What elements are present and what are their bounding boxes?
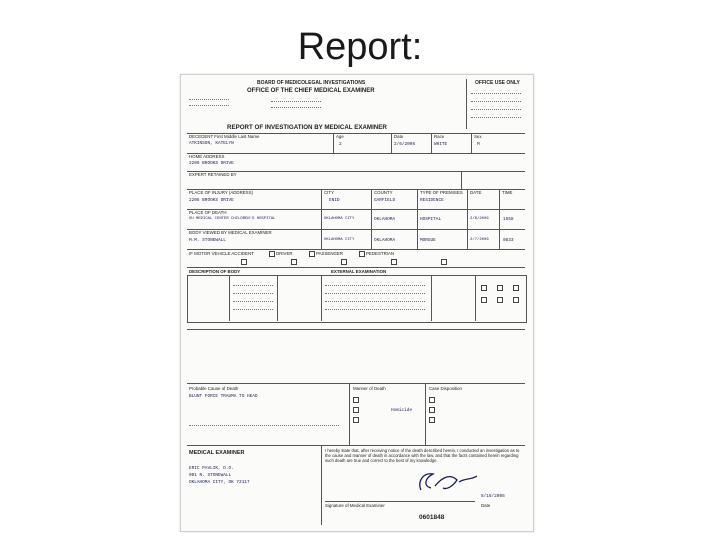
board-heading: BOARD OF MEDICOLEGAL INVESTIGATIONS (257, 80, 366, 86)
probable-cause-value: BLUNT FORCE TRAUMA TO HEAD (189, 394, 258, 399)
description-label: DESCRIPTION OF BODY (189, 269, 241, 274)
manner-checkbox-1[interactable] (353, 397, 359, 403)
pedestrian-label: PEDESTRIAN (366, 251, 395, 256)
report-document (180, 74, 534, 532)
injury-premises-value: RESIDENCE (420, 198, 444, 203)
sex-label: Sex (474, 134, 482, 139)
body-grid-checkbox-6[interactable] (513, 297, 519, 303)
death-place-value: OU MEDICAL CENTER CHILDREN'S HOSPITAL (189, 217, 276, 221)
signature-line-label: Signature of Medical Examiner (325, 503, 385, 508)
body-description-grid (187, 275, 527, 323)
disposition-checkbox-2[interactable] (429, 407, 435, 413)
body-date-value: 2/7/2006 (470, 238, 489, 242)
death-premises-value: HOSPITAL (420, 217, 442, 222)
body-county-value: OKLAHOMA (374, 238, 396, 243)
injury-city-label: CITY (324, 190, 335, 195)
date-value: 2/6/2006 (394, 142, 416, 147)
pedestrian-checkbox[interactable] (359, 251, 365, 257)
body-grid-checkbox-2[interactable] (497, 285, 503, 291)
vehicle-checkbox-3[interactable] (341, 259, 347, 265)
disposition-checkbox-1[interactable] (429, 397, 435, 403)
death-place-label: PLACE OF DEATH (189, 210, 227, 215)
body-grid-checkbox-3[interactable] (513, 285, 519, 291)
certification-text: I hereby state that, after receiving notice of the death described herein, I conducted an investigation as to the cause and manner of death in accordance with the law, and that the facts contained herein regarding such death are true and correct to the best of my knowledge. (325, 448, 520, 463)
slide-title: Report: (297, 26, 423, 68)
signature-date-label: Date (481, 503, 491, 508)
passenger-checkbox[interactable] (309, 251, 315, 257)
case-number: 0601848 (419, 514, 445, 521)
me-address-1: 901 N. STONEWALL (189, 473, 232, 478)
office-use-box (466, 79, 527, 129)
vehicle-checkbox-2[interactable] (291, 259, 297, 265)
disposition-checkbox-3[interactable] (429, 417, 435, 423)
vehicle-checkbox-1[interactable] (241, 259, 247, 265)
body-time-value: 0833 (503, 238, 514, 243)
medical-examiner-label: MEDICAL EXAMINER (189, 450, 245, 456)
body-viewed-value: M.M. STONEWALL (189, 238, 226, 243)
decedent-name: ATKINSON, KATELYN (189, 141, 234, 146)
disposition-label: Case Disposition (429, 386, 462, 391)
home-address-label: HOME ADDRESS (189, 154, 225, 159)
age-label: Age (336, 134, 344, 139)
motor-label: IF MOTOR VEHICLE ACCIDENT (189, 251, 254, 256)
manner-checkbox-3[interactable] (353, 417, 359, 423)
injury-premises-label: TYPE OF PREMISES (420, 190, 463, 195)
injury-county-value: GARFIELD (374, 198, 396, 203)
signature-date: 8/16/2006 (481, 494, 505, 499)
injury-date-label: DATE (470, 190, 482, 195)
me-name: ERIC PAVLIK, D.O. (189, 466, 234, 471)
manner-checkbox-2[interactable] (353, 407, 359, 413)
external-label: EXTERNAL EXAMINATION (331, 269, 387, 274)
injury-place-label: PLACE OF INJURY (ADDRESS) (189, 190, 254, 195)
me-address-2: OKLAHOMA CITY, OK 73117 (189, 480, 250, 485)
death-county-value: OKLAHOMA (374, 217, 396, 222)
decedent-label: DECEDENT First Middle Last Name (189, 134, 260, 139)
race-value: WHITE (434, 142, 448, 147)
vehicle-checkbox-5[interactable] (441, 259, 447, 265)
vehicle-checkbox-4[interactable] (391, 259, 397, 265)
body-grid-checkbox-1[interactable] (481, 285, 487, 291)
driver-checkbox[interactable] (269, 251, 275, 257)
body-viewed-label: BODY VIEWED BY MEDICAL EXAMINER (189, 230, 272, 235)
body-grid-checkbox-5[interactable] (497, 297, 503, 303)
manner-value: Homicide (391, 408, 413, 413)
home-address-value: 2206 BROOKS DRIVE (189, 161, 234, 166)
injury-time-label: TIME (502, 190, 513, 195)
expert-label: EXPERT RETAINED BY (189, 172, 237, 177)
death-date-value: 2/6/2006 (470, 217, 489, 221)
driver-label: DRIVER (276, 251, 293, 256)
injury-city-value: ENID (329, 198, 340, 203)
manner-label: Manner of Death (353, 386, 386, 391)
report-title: REPORT OF INVESTIGATION BY MEDICAL EXAMINER (227, 124, 387, 131)
injury-county-label: COUNTY (374, 190, 393, 195)
office-heading: OFFICE OF THE CHIEF MEDICAL EXAMINER (247, 88, 375, 94)
passenger-label: PASSENGER (316, 251, 344, 256)
race-label: Race (434, 134, 445, 139)
date-label: Date (394, 134, 404, 139)
death-time-value: 1558 (503, 217, 514, 222)
office-use-label: OFFICE USE ONLY (475, 80, 520, 86)
injury-address-value: 2206 BROOKS DRIVE (189, 198, 234, 203)
body-grid-checkbox-4[interactable] (481, 297, 487, 303)
signature-icon (413, 468, 483, 498)
age-value: 2 (339, 142, 342, 147)
death-city-value: OKLAHOMA CITY (324, 217, 355, 221)
probable-cause-label: Probable Cause of Death (189, 386, 239, 391)
body-premises-value: MORGUE (420, 238, 436, 243)
sex-value: M (477, 142, 480, 147)
body-city-value: OKLAHOMA CITY (324, 238, 355, 242)
